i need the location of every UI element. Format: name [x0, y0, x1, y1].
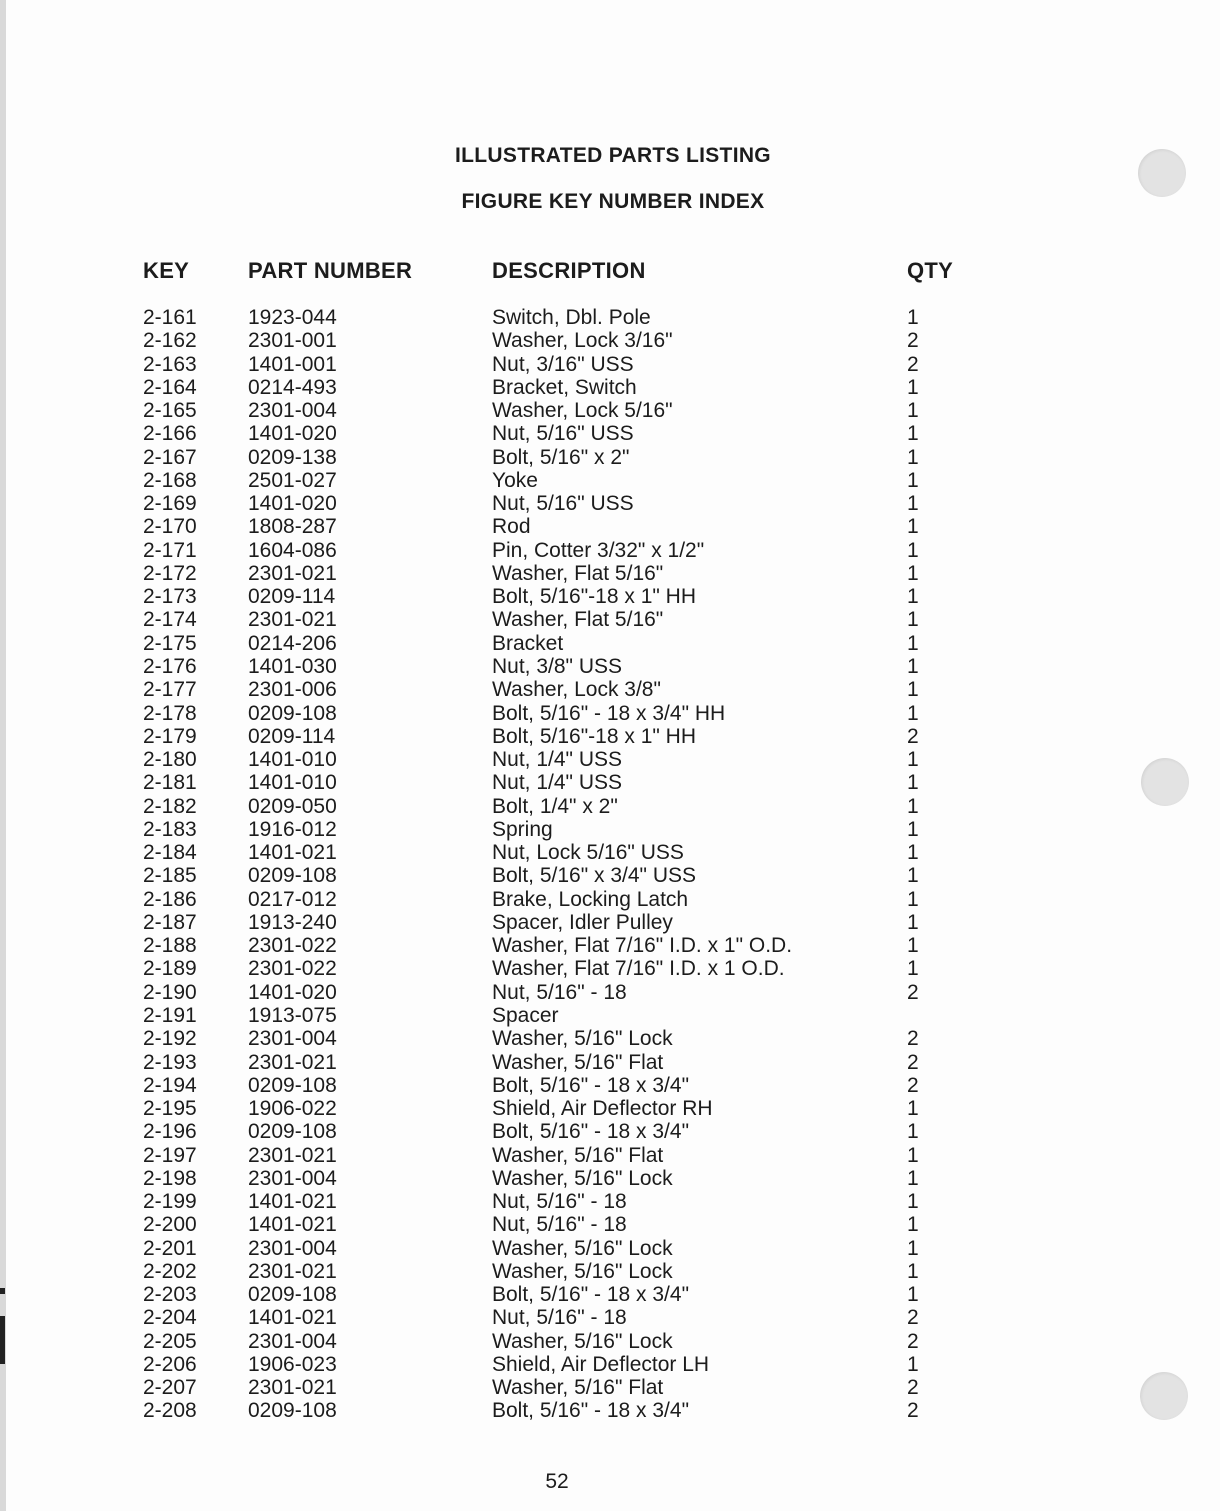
key-cell: 2-204 [143, 1306, 197, 1330]
part-number-cell: 2301-021 [248, 1376, 337, 1400]
key-cell: 2-168 [143, 468, 197, 492]
description-cell: Nut, 5/16" - 18 [492, 980, 627, 1004]
qty-cell: 2 [907, 1073, 919, 1097]
description-cell: Bolt, 5/16" - 18 x 3/4" [492, 1120, 690, 1144]
qty-cell: 1 [907, 678, 919, 702]
key-cell: 2-201 [143, 1236, 197, 1260]
description-cell: Pin, Cotter 3/32" x 1/2" [492, 538, 705, 562]
key-cell: 2-181 [143, 771, 197, 795]
part-number-cell: 2501-027 [248, 468, 337, 492]
part-number-cell: 0209-108 [248, 1073, 337, 1097]
key-cell: 2-187 [143, 910, 197, 934]
qty-cell: 1 [907, 306, 919, 329]
description-cell: Nut, 1/4" USS [492, 771, 623, 795]
qty-cell: 1 [907, 1190, 919, 1214]
key-cell: 2-190 [143, 980, 197, 1004]
description-cell: Shield, Air Deflector LH [492, 1352, 710, 1376]
key-cell: 2-161 [143, 306, 197, 329]
qty-cell: 1 [907, 1236, 919, 1260]
part-number-cell: 0209-108 [248, 1283, 337, 1307]
description-cell: Nut, 5/16" USS [492, 492, 634, 516]
description-cell: Spacer [492, 1003, 559, 1027]
key-cell: 2-184 [143, 841, 197, 865]
part-number-cell: 1916-012 [248, 817, 337, 841]
key-cell: 2-203 [143, 1283, 197, 1307]
key-cell: 2-182 [143, 794, 197, 818]
scan-edge-mark [0, 1316, 5, 1364]
description-cell: Spring [492, 817, 553, 841]
qty-cell: 1 [907, 515, 919, 539]
part-number-cell: 1401-021 [248, 841, 337, 865]
key-cell: 2-178 [143, 701, 197, 725]
description-cell: Washer, 5/16" Flat [492, 1376, 664, 1400]
description-cell: Nut, 1/4" USS [492, 748, 623, 772]
description-cell: Shield, Air Deflector RH [492, 1097, 713, 1121]
part-number-cell: 0209-050 [248, 794, 337, 818]
description-cell: Washer, Lock 3/16" [492, 329, 673, 353]
description-cell: Nut, 5/16" USS [492, 422, 634, 446]
part-number-cell: 1913-075 [248, 1003, 337, 1027]
part-number-cell: 2301-006 [248, 678, 337, 702]
key-cell: 2-164 [143, 375, 197, 399]
description-cell: Nut, 5/16" - 18 [492, 1190, 627, 1214]
part-number-cell: 1923-044 [248, 306, 337, 329]
qty-cell: 1 [907, 771, 919, 795]
key-cell: 2-185 [143, 864, 197, 888]
part-number-cell: 1401-030 [248, 654, 337, 678]
part-number-cell: 2301-004 [248, 1027, 337, 1051]
qty-cell: 2 [907, 1376, 919, 1400]
qty-cell: 2 [907, 329, 919, 353]
binder-hole-middle [1141, 758, 1189, 806]
qty-cell: 2 [907, 352, 919, 376]
part-number-cell: 1401-020 [248, 492, 337, 516]
description-cell: Yoke [492, 468, 538, 492]
key-cell: 2-171 [143, 538, 197, 562]
description-cell: Nut, 5/16" - 18 [492, 1306, 627, 1330]
qty-cell: 1 [907, 492, 919, 516]
qty-cell: 1 [907, 701, 919, 725]
part-number-cell: 2301-004 [248, 1236, 337, 1260]
part-number-cell: 1401-021 [248, 1190, 337, 1214]
description-cell: Washer, Flat 7/16" I.D. x 1" O.D. [492, 934, 793, 958]
qty-cell: 1 [907, 445, 919, 469]
description-cell: Bolt, 5/16" x 2" [492, 445, 630, 469]
qty-cell: 1 [907, 399, 919, 423]
part-number-cell: 1906-022 [248, 1097, 337, 1121]
qty-cell: 2 [907, 980, 919, 1004]
qty-cell: 1 [907, 1213, 919, 1237]
key-cell: 2-199 [143, 1190, 197, 1214]
part-number-cell: 1401-001 [248, 352, 337, 376]
part-number-cell: 1913-240 [248, 910, 337, 934]
part-number-cell: 0209-108 [248, 701, 337, 725]
description-cell: Washer, 5/16" Flat [492, 1050, 664, 1074]
description-cell: Rod [492, 515, 531, 539]
part-number-cell: 2301-021 [248, 608, 337, 632]
header-qty: QTY [907, 258, 954, 283]
qty-cell: 1 [907, 468, 919, 492]
part-number-cell: 1604-086 [248, 538, 337, 562]
key-cell: 2-166 [143, 422, 197, 446]
qty-cell: 1 [907, 887, 919, 911]
description-cell: Nut, 3/16" USS [492, 352, 634, 376]
qty-cell: 1 [907, 1120, 919, 1144]
key-cell: 2-193 [143, 1050, 197, 1074]
key-cell: 2-180 [143, 748, 197, 772]
qty-cell: 1 [907, 561, 919, 585]
qty-cell: 1 [907, 375, 919, 399]
part-number-cell: 2301-022 [248, 957, 337, 981]
part-number-cell: 0209-114 [248, 724, 336, 748]
qty-cell: 1 [907, 1259, 919, 1283]
part-number-cell: 1401-010 [248, 771, 337, 795]
key-cell: 2-188 [143, 934, 197, 958]
key-cell: 2-179 [143, 724, 197, 748]
qty-cell: 1 [907, 1143, 919, 1167]
part-number-cell: 1808-287 [248, 515, 337, 539]
key-cell: 2-194 [143, 1073, 197, 1097]
page-number: 52 [545, 1470, 569, 1493]
key-cell: 2-174 [143, 608, 197, 632]
part-number-cell: 0217-012 [248, 887, 337, 911]
qty-cell: 1 [907, 631, 919, 655]
part-number-cell: 0214-206 [248, 631, 337, 655]
qty-cell: 1 [907, 957, 919, 981]
description-cell: Bracket, Switch [492, 375, 637, 399]
part-number-cell: 2301-021 [248, 1259, 337, 1283]
qty-cell: 1 [907, 794, 919, 818]
description-cell: Nut, 5/16" - 18 [492, 1213, 627, 1237]
description-cell: Bolt, 5/16" - 18 x 3/4" HH [492, 701, 726, 725]
scan-edge-mark [0, 1288, 5, 1294]
qty-cell: 2 [907, 724, 919, 748]
description-cell: Washer, Flat 5/16" [492, 561, 664, 585]
part-number-cell: 0209-108 [248, 1120, 337, 1144]
part-number-cell: 0209-138 [248, 445, 337, 469]
header-description: DESCRIPTION [492, 258, 646, 283]
part-number-cell: 1401-021 [248, 1306, 337, 1330]
key-cell: 2-176 [143, 654, 197, 678]
part-number-cell: 2301-004 [248, 399, 337, 423]
description-cell: Bolt, 5/16" - 18 x 3/4" [492, 1283, 690, 1307]
description-cell: Washer, 5/16" Flat [492, 1143, 664, 1167]
page-subtitle: FIGURE KEY NUMBER INDEX [461, 190, 765, 213]
part-number-cell: 2301-004 [248, 1329, 337, 1353]
key-cell: 2-177 [143, 678, 197, 702]
key-cell: 2-207 [143, 1376, 197, 1400]
key-cell: 2-200 [143, 1213, 197, 1237]
key-cell: 2-165 [143, 399, 197, 423]
key-cell: 2-197 [143, 1143, 197, 1167]
qty-cell: 1 [907, 608, 919, 632]
qty-cell: 1 [907, 910, 919, 934]
part-number-cell: 2301-021 [248, 1143, 337, 1167]
page-title: ILLUSTRATED PARTS LISTING [455, 144, 771, 167]
description-cell: Bolt, 5/16"-18 x 1" HH [492, 724, 697, 748]
header-part-number: PART NUMBER [248, 258, 413, 283]
qty-cell: 2 [907, 1306, 919, 1330]
qty-cell: 1 [907, 817, 919, 841]
part-number-cell: 0209-108 [248, 864, 337, 888]
description-cell: Bolt, 5/16" - 18 x 3/4" [492, 1073, 690, 1097]
key-cell: 2-191 [143, 1003, 197, 1027]
key-cell: 2-198 [143, 1166, 197, 1190]
key-cell: 2-167 [143, 445, 197, 469]
description-cell: Washer, Lock 3/8" [492, 678, 661, 702]
qty-cell: 1 [907, 538, 919, 562]
part-number-cell: 0209-108 [248, 1399, 337, 1423]
binder-hole-bottom [1140, 1372, 1188, 1420]
description-cell: Washer, 5/16" Lock [492, 1259, 673, 1283]
key-cell: 2-175 [143, 631, 197, 655]
qty-cell: 1 [907, 934, 919, 958]
description-cell: Washer, Flat 5/16" [492, 608, 664, 632]
part-number-cell: 2301-004 [248, 1166, 337, 1190]
part-number-cell: 2301-021 [248, 1050, 337, 1074]
description-cell: Washer, 5/16" Lock [492, 1329, 673, 1353]
description-cell: Washer, 5/16" Lock [492, 1027, 673, 1051]
description-cell: Bolt, 1/4" x 2" [492, 794, 618, 818]
part-number-cell: 1401-020 [248, 980, 337, 1004]
description-cell: Nut, 3/8" USS [492, 654, 623, 678]
description-cell: Bolt, 5/16" x 3/4" USS [492, 864, 697, 888]
key-cell: 2-202 [143, 1259, 197, 1283]
key-cell: 2-208 [143, 1399, 197, 1423]
key-cell: 2-196 [143, 1120, 197, 1144]
qty-cell: 1 [907, 748, 919, 772]
part-number-cell: 2301-022 [248, 934, 337, 958]
part-number-cell: 2301-021 [248, 561, 337, 585]
qty-cell: 1 [907, 1283, 919, 1307]
description-cell: Washer, 5/16" Lock [492, 1236, 673, 1260]
key-cell: 2-195 [143, 1097, 197, 1121]
qty-cell: 1 [907, 1166, 919, 1190]
part-number-cell: 1401-020 [248, 422, 337, 446]
description-cell: Washer, Lock 5/16" [492, 399, 673, 423]
key-cell: 2-163 [143, 352, 197, 376]
key-cell: 2-206 [143, 1352, 197, 1376]
qty-cell: 1 [907, 864, 919, 888]
header-key: KEY [143, 258, 190, 283]
qty-cell: 2 [907, 1027, 919, 1051]
qty-cell: 1 [907, 654, 919, 678]
description-cell: Bracket [492, 631, 564, 655]
qty-cell: 1 [907, 841, 919, 865]
part-number-cell: 0214-493 [248, 375, 337, 399]
description-cell: Bolt, 5/16"-18 x 1" HH [492, 585, 697, 609]
key-cell: 2-170 [143, 515, 197, 539]
qty-cell: 1 [907, 422, 919, 446]
key-cell: 2-189 [143, 957, 197, 981]
key-cell: 2-186 [143, 887, 197, 911]
description-cell: Washer, 5/16" Lock [492, 1166, 673, 1190]
part-number-cell: 0209-114 [248, 585, 336, 609]
description-cell: Bolt, 5/16" - 18 x 3/4" [492, 1399, 690, 1423]
description-cell: Spacer, Idler Pulley [492, 910, 673, 934]
qty-cell: 2 [907, 1050, 919, 1074]
part-number-cell: 2301-001 [248, 329, 337, 353]
qty-cell: 2 [907, 1399, 919, 1423]
part-number-cell: 1906-023 [248, 1352, 337, 1376]
description-cell: Nut, Lock 5/16" USS [492, 841, 684, 865]
key-cell: 2-173 [143, 585, 197, 609]
qty-cell: 1 [907, 1352, 919, 1376]
page-left-edge [0, 0, 6, 1511]
key-cell: 2-192 [143, 1027, 197, 1051]
key-cell: 2-172 [143, 561, 197, 585]
key-cell: 2-205 [143, 1329, 197, 1353]
key-cell: 2-169 [143, 492, 197, 516]
description-cell: Switch, Dbl. Pole [492, 306, 651, 329]
description-cell: Washer, Flat 7/16" I.D. x 1 O.D. [492, 957, 785, 981]
description-cell: Brake, Locking Latch [492, 887, 689, 911]
part-number-cell: 1401-021 [248, 1213, 337, 1237]
qty-cell: 1 [907, 585, 919, 609]
qty-cell: 1 [907, 1097, 919, 1121]
key-cell: 2-183 [143, 817, 197, 841]
key-cell: 2-162 [143, 329, 197, 353]
qty-cell: 2 [907, 1329, 919, 1353]
part-number-cell: 1401-010 [248, 748, 337, 772]
